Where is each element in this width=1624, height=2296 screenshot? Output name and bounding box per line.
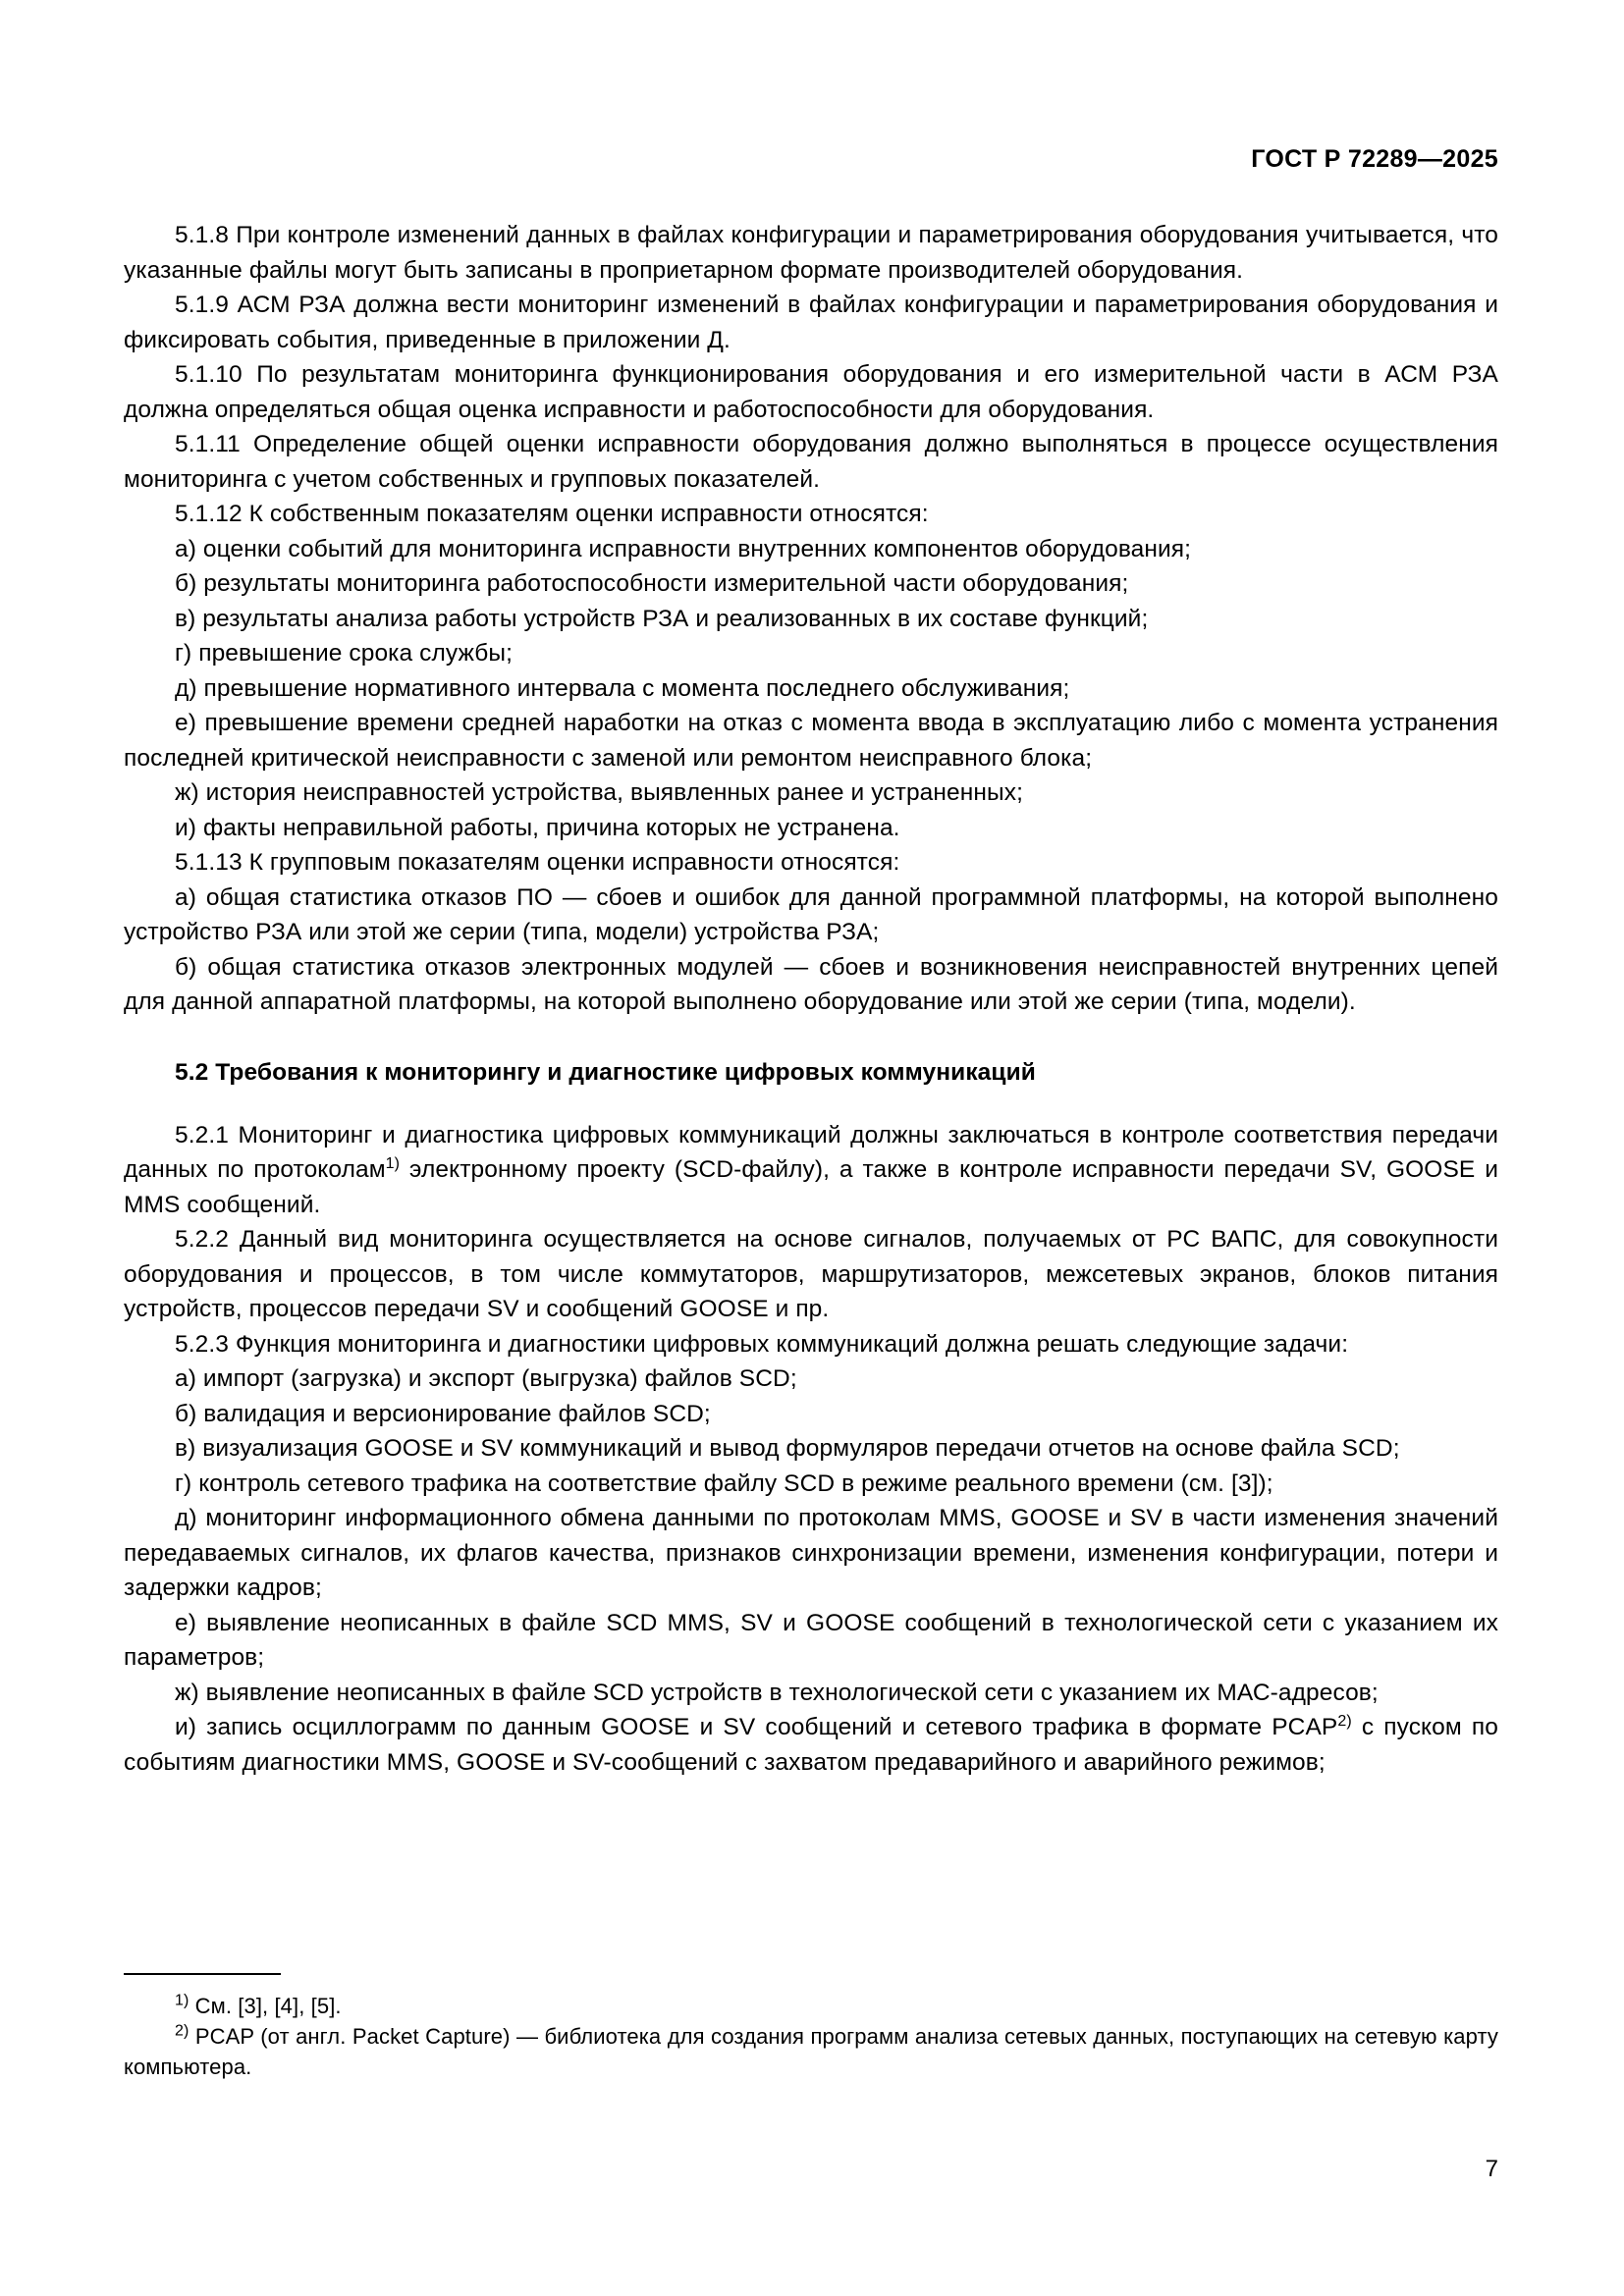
list-item-a-5-1-12: а) оценки событий для мониторинга исправности внутренних компонентов оборудования; xyxy=(175,535,1192,562)
list-item-a-5-1-13: а) общая статистика отказов ПО — сбоев и ошибок для данной программной платформы, на которой выполнено устройство РЗА или этой же серии (типа, модели) устройства РЗА; xyxy=(124,883,1498,945)
footnotes-block xyxy=(124,1973,1498,2082)
page-header-standard-number: ГОСТ Р 72289—2025 xyxy=(1251,145,1498,173)
list-item-v-5-2-3: в) визуализация GOOSE и SV коммуникаций и вывод формуляров передачи отчетов на основе файла SCD; xyxy=(175,1435,1400,1462)
list-item-b-5-2-3: б) валидация и версионирование файлов SCD; xyxy=(175,1400,711,1427)
document-body xyxy=(124,218,1498,1780)
list-item-i-text-2: с пуском по событиям диагностики MMS, GOOSE и SV-сообщений с захватом предаварийного и аварийного режимов; xyxy=(124,1714,1498,1776)
paragraph-5-1-10: 5.1.10 По результатам мониторинга функционирования оборудования и его измерительной части в АСМ РЗА должна определяться общая оценка исправности и работоспособности для оборудования. xyxy=(124,361,1498,423)
footnote-2 xyxy=(124,2021,1498,2082)
paragraph-5-2-3: 5.2.3 Функция мониторинга и диагностики цифровых коммуникаций должна решать следующие задачи: xyxy=(175,1330,1349,1358)
footnote-2-text: PCAP (от англ. Packet Capture) — библиотека для создания программ анализа сетевых данных, поступающих на сетевую карту компьютера. xyxy=(124,2024,1498,2079)
footnote-2-marker: 2) xyxy=(175,2022,189,2040)
footnote-separator-rule xyxy=(124,1973,281,1975)
paragraph-5-1-13: 5.1.13 К групповым показателям оценки исправности относятся: xyxy=(175,849,900,876)
footnote-1-text: См. [3], [4], [5]. xyxy=(189,1994,342,2018)
paragraph-5-1-9: 5.1.9 АСМ РЗА должна вести мониторинг изменений в файлах конфигурации и параметрирования оборудования и фиксировать события, приведенные в приложении Д. xyxy=(124,292,1498,353)
list-item-g-5-1-12: г) превышение срока службы; xyxy=(175,640,514,667)
paragraph-5-1-11: 5.1.11 Определение общей оценки исправности оборудования должно выполняться в процессе осуществления мониторинга с учетом собственных и групповых показателей. xyxy=(124,431,1498,493)
list-item-zh-5-2-3: ж) выявление неописанных в файле SCD устройств в технологической сети с указанием их МАС-адресов; xyxy=(175,1679,1379,1706)
footnote-1 xyxy=(124,1991,1498,2021)
paragraph-5-1-12: 5.1.12 К собственным показателям оценки исправности относятся: xyxy=(175,501,929,527)
list-item-i-5-1-12: и) факты неправильной работы, причина которых не устранена. xyxy=(175,814,900,841)
page-number: 7 xyxy=(1485,2156,1498,2182)
footnote-ref-2: 2) xyxy=(1337,1712,1352,1730)
paragraph-5-2-1-text-2: электронному проекту (SCD-файлу), а также в контроле исправности передачи SV, GOOSE и MMS сообщений. xyxy=(124,1156,1498,1218)
paragraph-5-2-2: 5.2.2 Данный вид мониторинга осуществляется на основе сигналов, получаемых от РС ВАПС, для совокупности оборудования и процессов, в том числе коммутаторов, маршрутизаторов, межсетевых экранов, блоков питания устройств, процессов передачи SV и сообщений GOOSE и пр. xyxy=(124,1226,1498,1322)
list-item-g-5-2-3: г) контроль сетевого трафика на соответствие файлу SCD в режиме реального времени (см. [3]); xyxy=(175,1469,1273,1497)
list-item-e-5-2-3: е) выявление неописанных в файле SCD MMS, SV и GOOSE сообщений в технологической сети с указанием их параметров; xyxy=(124,1609,1498,1671)
list-item-d-5-2-3: д) мониторинг информационного обмена данными по протоколам MMS, GOOSE и SV в части изменения значений передаваемых сигналов, их флагов качества, признаков синхронизации времени, изменения конфигурации, потери и задержки кадров; xyxy=(124,1505,1498,1601)
list-item-d-5-1-12: д) превышение нормативного интервала с момента последнего обслуживания; xyxy=(175,674,1070,702)
list-item-b-5-1-13: б) общая статистика отказов электронных модулей — сбоев и возникновения неисправностей внутренних цепей для данной аппаратной платформы, на которой выполнено оборудование или этой же серии (типа, модели). xyxy=(124,953,1498,1015)
section-heading-5-2: 5.2 Требования к мониторингу и диагностике цифровых коммуникаций xyxy=(175,1058,1036,1086)
paragraph-5-2-1-text-1: 5.2.1 Мониторинг и диагностика цифровых коммуникаций должны заключаться в контроле соответствия передачи данных по протоколам xyxy=(124,1121,1498,1183)
paragraph-5-2-1 xyxy=(124,1118,1498,1223)
list-item-e-5-1-12: е) превышение времени средней наработки на отказ с момента ввода в эксплуатацию либо с момента устранения последней критической неисправности с заменой или ремонтом неисправного блока; xyxy=(124,710,1498,772)
paragraph-5-1-8: 5.1.8 При контроле изменений данных в файлах конфигурации и параметрирования оборудования учитывается, что указанные файлы могут быть записаны в проприетарном формате производителей оборудования. xyxy=(124,222,1498,284)
list-item-b-5-1-12: б) результаты мониторинга работоспособности измерительной части оборудования; xyxy=(175,570,1129,597)
footnote-1-marker: 1) xyxy=(175,1992,189,2009)
list-item-a-5-2-3: а) импорт (загрузка) и экспорт (выгрузка) файлов SCD; xyxy=(175,1365,797,1392)
footnote-ref-1: 1) xyxy=(385,1154,401,1172)
list-item-zh-5-1-12: ж) история неисправностей устройства, выявленных ранее и устраненных; xyxy=(175,779,1023,806)
list-item-i-text-1: и) запись осциллограмм по данным GOOSE и SV сообщений и сетевого трафика в формате PCAP xyxy=(175,1714,1338,1740)
list-item-i-5-2-3 xyxy=(124,1710,1498,1780)
list-item-v-5-1-12: в) результаты анализа работы устройств РЗА и реализованных в их составе функций; xyxy=(175,605,1149,632)
